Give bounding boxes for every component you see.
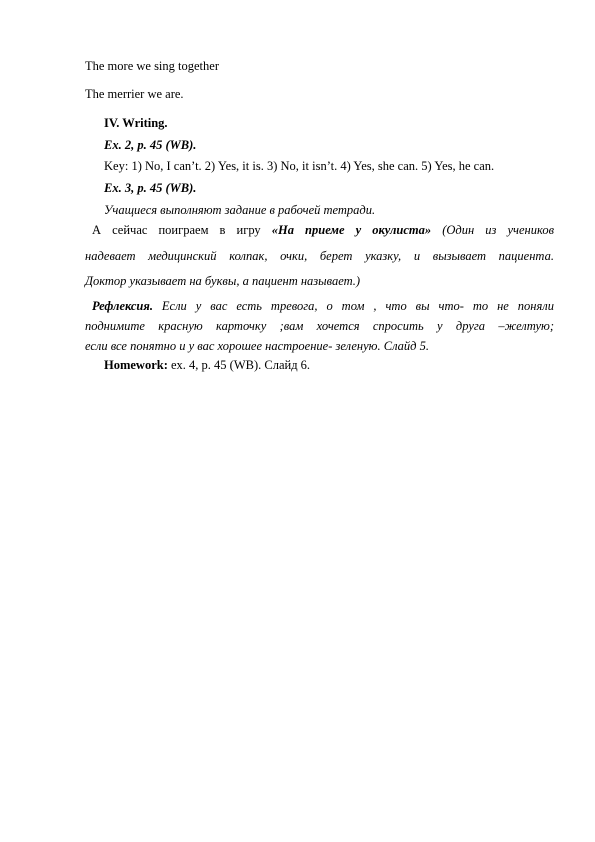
game-title: «На приеме у окулиста» (271, 223, 432, 237)
homework-line (104, 357, 310, 373)
game-paragraph-line-2: надевает медицинский колпак, очки, берет указку, и вызывает пациента. (85, 249, 554, 263)
exercise-3-reference: Ex. 3, p. 45 (WB). (104, 181, 197, 195)
reflection-label: Рефлексия. (92, 299, 153, 313)
answer-key (104, 158, 494, 174)
homework-label: Homework: (104, 358, 168, 372)
reflection-line-1-text: Если у вас есть тревога, о том , что вы что- то не поняли (161, 299, 555, 313)
game-description-start: (Один из учеников (442, 223, 555, 237)
game-paragraph-line-3: Доктор указывает на буквы, а пациент называет.) (85, 274, 361, 288)
reflection-line-1 (92, 298, 554, 314)
exercise-2-reference: Ex. 2, p. 45 (WB). (104, 138, 197, 152)
game-intro: А сейчас поиграем в игру (92, 223, 261, 237)
game-paragraph-line-1 (92, 222, 554, 238)
reflection-line-3: если все понятно и у вас хорошее настроение- зеленую. Слайд 5. (85, 339, 430, 353)
answer-key-label: Key: (104, 159, 129, 173)
workbook-note: Учащиеся выполняют задание в рабочей тетради. (104, 203, 376, 217)
homework-text: ex. 4, p. 45 (WB). Слайд 6. (171, 358, 311, 372)
song-line-2: The merrier we are. (85, 87, 184, 101)
reflection-line-2: поднимите красную карточку ;вам хочется спросить у друга –желтую; (85, 319, 554, 333)
section-heading-writing: IV. Writing. (104, 116, 168, 130)
answer-key-text: 1) No, I can’t. 2) Yes, it is. 3) No, it isn’t. 4) Yes, she can. 5) Yes, he can. (131, 159, 495, 173)
song-line-1: The more we sing together (85, 59, 219, 73)
